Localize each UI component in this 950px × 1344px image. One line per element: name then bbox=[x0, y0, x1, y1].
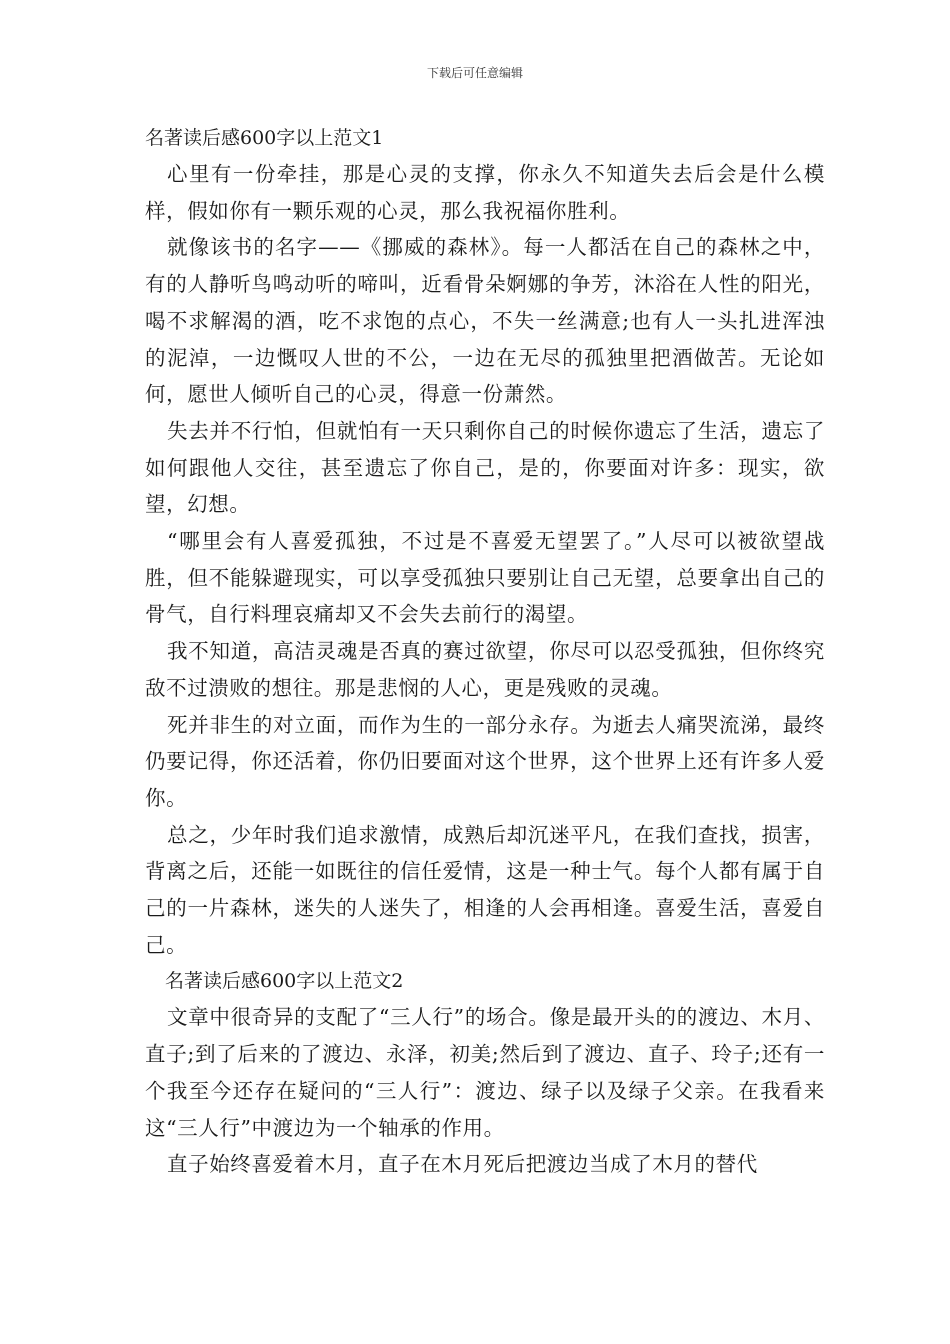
paragraph: 失去并不行怕，但就怕有一天只剩你自己的时候你遗忘了生活，遗忘了如何跟他人交往，甚至遗忘了你自己，是的，你要面对许多：现实，欲望，幻想。 bbox=[145, 418, 825, 517]
paragraph: 总之，少年时我们追求激情，成熟后却沉迷平凡，在我们查找，损害，背离之后，还能一如既往的信任爱情，这是一种士气。每个人都有属于自己的一片森林，迷失的人迷失了，相逢的人会再相逢。喜爱生活，喜爱自己。 bbox=[145, 822, 825, 957]
section-title-2: 名著读后感600字以上范文2 bbox=[165, 970, 404, 993]
paragraph: 就像该书的名字——《挪威的森林》。每一人都活在自己的森林之中，有的人静听鸟鸣动听的啼叫，近看骨朵婀娜的争芳，沐浴在人性的阳光，喝不求解渴的酒，吃不求饱的点心，不失一丝满意;也有人一头扎进浑浊的泥淖，一边慨叹人世的不公，一边在无尽的孤独里把酒做苦。无论如何，愿世人倾听自己的心灵，得意一份萧然。 bbox=[145, 235, 825, 407]
paragraph: 我不知道，高洁灵魂是否真的赛过欲望，你尽可以忍受孤独，但你终究敌不过溃败的想往。那是悲悯的人心，更是残败的灵魂。 bbox=[145, 639, 825, 700]
section-title-1: 名著读后感600字以上范文1 bbox=[145, 127, 384, 149]
paragraph: 心里有一份牵挂，那是心灵的支撑，你永久不知道失去后会是什么模样，假如你有一颗乐观的心灵，那么我祝福你胜利。 bbox=[145, 162, 825, 223]
page-header: 下载后可任意编辑 bbox=[426, 66, 523, 80]
paragraph: “哪里会有人喜爱孤独，不过是不喜爱无望罢了。”人尽可以被欲望战胜，但不能躲避现实，可以享受孤独只要别让自己无望，总要拿出自己的骨气，自行料理哀痛却又不会失去前行的渴望。 bbox=[145, 529, 825, 627]
document-body bbox=[145, 120, 825, 1183]
paragraph: 死并非生的对立面，而作为生的一部分永存。为逝去人痛哭流涕，最终仍要记得，你还活着，你仍旧要面对这个世界，这个世界上还有许多人爱你。 bbox=[145, 712, 825, 810]
paragraph: 直子始终喜爱着木月，直子在木月死后把渡边当成了木月的替代 bbox=[167, 1152, 758, 1177]
paragraph: 文章中很奇异的支配了“三人行”的场合。像是最开头的的渡边、木月、直子;到了后来的了渡边、永泽，初美;然后到了渡边、直子、玲子;还有一个我至今还存在疑问的“三人行”：渡边、绿子以及绿子父亲。在我看来这“三人行”中渡边为一个轴承的作用。 bbox=[145, 1005, 825, 1140]
